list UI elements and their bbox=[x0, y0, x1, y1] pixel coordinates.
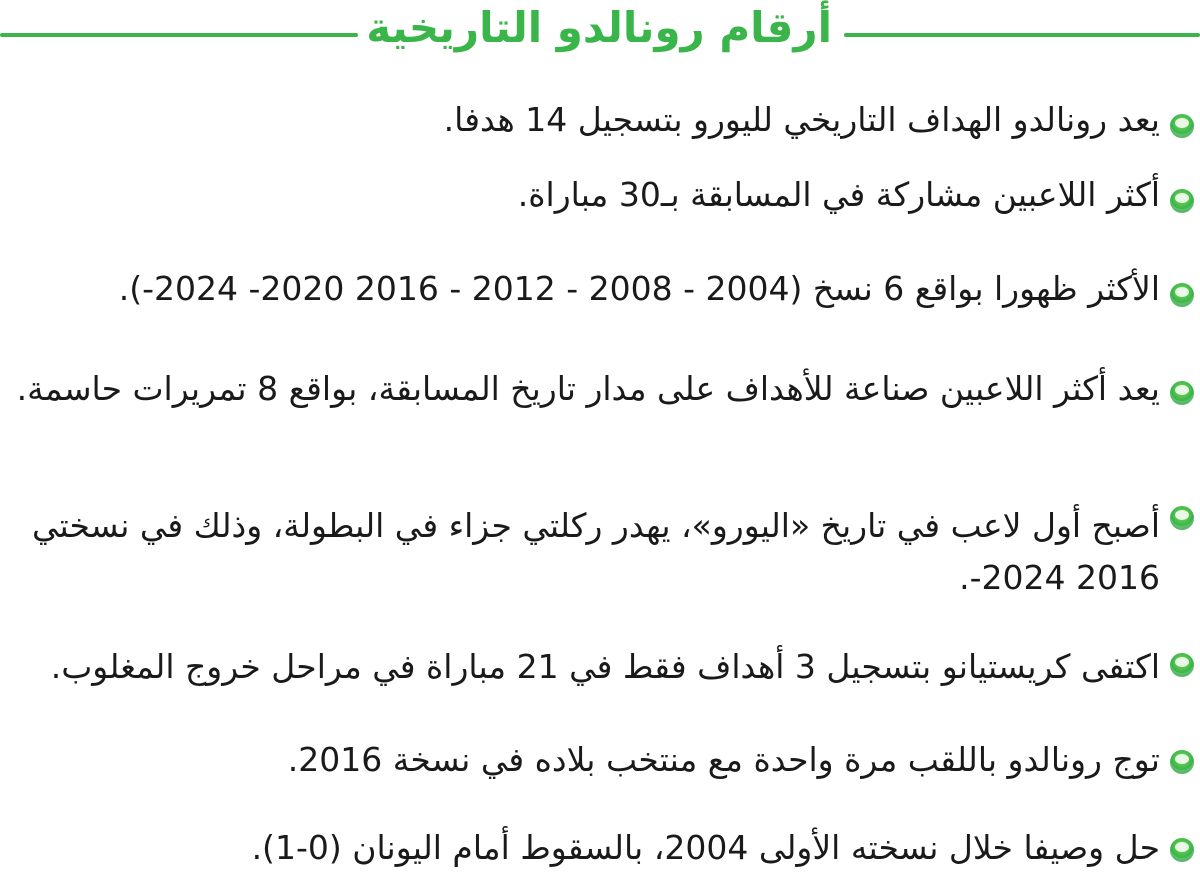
header-divider-right bbox=[844, 33, 1200, 37]
bullet-icon bbox=[1170, 750, 1194, 774]
fact-item: حل وصيفا خلال نسخته الأولى 2004، بالسقوط أمام اليونان (0-1). bbox=[251, 828, 1160, 867]
page-title: أرقام رونالدو التاريخية bbox=[366, 3, 832, 52]
fact-item: أصبح أول لاعب في تاريخ «اليورو»، يهدر ركلتي جزاء في البطولة، وذلك في نسختي 2016 2024-. bbox=[31, 506, 1160, 597]
bullet-icon bbox=[1170, 506, 1194, 530]
fact-item: توج رونالدو باللقب مرة واحدة مع منتخب بلاده في نسخة 2016. bbox=[287, 740, 1160, 779]
bullet-icon bbox=[1170, 653, 1194, 677]
bullet-icon bbox=[1170, 114, 1194, 138]
bullet-icon bbox=[1170, 381, 1194, 405]
fact-item: اكتفى كريستيانو بتسجيل 3 أهداف فقط في 21 مباراة في مراحل خروج المغلوب. bbox=[50, 647, 1160, 686]
fact-item: يعد أكثر اللاعبين صناعة للأهداف على مدار تاريخ المسابقة، بواقع 8 تمريرات حاسمة. bbox=[16, 369, 1160, 408]
fact-item: يعد رونالدو الهداف التاريخي لليورو بتسجيل 14 هدفا. bbox=[443, 100, 1160, 139]
header-divider-left bbox=[0, 33, 358, 37]
bullet-icon bbox=[1170, 283, 1194, 307]
bullet-icon bbox=[1170, 189, 1194, 213]
bullet-icon bbox=[1170, 838, 1194, 862]
fact-item: الأكثر ظهورا بواقع 6 نسخ (2004 - 2008 - 2012 - 2016 2020- 2024-). bbox=[118, 269, 1160, 308]
header bbox=[0, 0, 1200, 58]
fact-item: أكثر اللاعبين مشاركة في المسابقة بـ30 مباراة. bbox=[517, 175, 1160, 214]
